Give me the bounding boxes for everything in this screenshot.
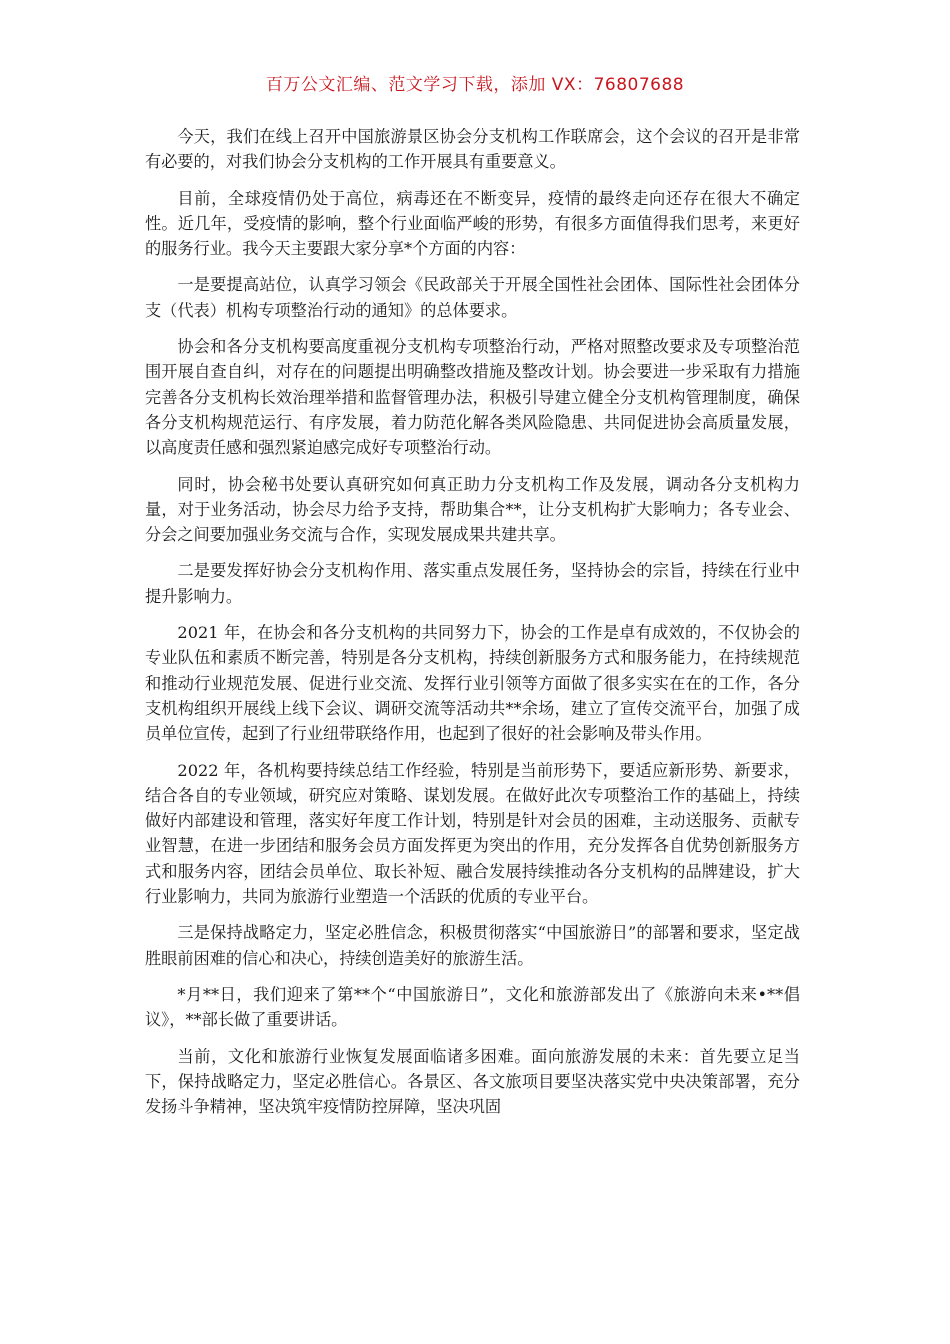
paragraph-11: 当前，文化和旅游行业恢复发展面临诸多困难。面向旅游发展的未来：首先要立足当下，保持战略定力，坚定必胜信心。各景区、各文旅项目要坚决落实党中央决策部署，充分发扬斗争精神，坚决筑牢疫情防控屏障，坚决巩固 [145, 1046, 800, 1117]
document-body [145, 124, 800, 1130]
paragraph-7: 2021 年，在协会和各分支机构的共同努力下，协会的工作是卓有成效的，不仅协会的专业队伍和素质不断完善，特别是各分支机构，持续创新服务方式和服务能力，在持续规范和推动行业规范发展、促进行业交流、发挥行业引领等方面做了很多实实在在的工作，各分支机构组织开展线上线下会议、调研交流等活动共**余场，建立了宣传交流平台，加强了成员单位宣传，起到了行业纽带联络作用，也起到了很好的社会影响及带头作用。 [145, 623, 800, 744]
paragraph-2: 目前，全球疫情仍处于高位，病毒还在不断变异，疫情的最终走向还存在很大不确定性。近几年，受疫情的影响，整个行业面临严峻的形势，有很多方面值得我们思考，来更好的服务行业。我今天主要跟大家分享*个方面的内容： [145, 188, 800, 259]
paragraph-3: 一是要提高站位，认真学习领会《民政部关于开展全国性社会团体、国际性社会团体分支（代表）机构专项整治行动的通知》的总体要求。 [145, 275, 800, 320]
paragraph-9: 三是保持战略定力，坚定必胜信念，积极贯彻落实“中国旅游日”的部署和要求，坚定战胜眼前困难的信心和决心，持续创造美好的旅游生活。 [145, 923, 800, 968]
paragraph-5: 同时，协会秘书处要认真研究如何真正助力分支机构工作及发展，调动各分支机构力量，对于业务活动，协会尽力给予支持，帮助集合**，让分支机构扩大影响力；各专业会、分会之间要加强业务交流与合作，实现发展成果共建共享。 [145, 474, 800, 545]
paragraph-1: 今天，我们在线上召开中国旅游景区协会分支机构工作联席会，这个会议的召开是非常有必要的，对我们协会分支机构的工作开展具有重要意义。 [145, 127, 800, 172]
paragraph-8: 2022 年，各机构要持续总结工作经验，特别是当前形势下，要适应新形势、新要求，结合各自的专业领域，研究应对策略、谋划发展。在做好此次专项整治工作的基础上，持续做好内部建设和管理，落实好年度工作计划，特别是针对会员的困难，主动送服务、贡献专业智慧，在进一步团结和服务会员方面发挥更为突出的作用，充分发挥各自优势创新服务方式和服务内容，团结会员单位、取长补短、融合发展持续推动各分支机构的品牌建设，扩大行业影响力，共同为旅游行业塑造一个活跃的优质的专业平台。 [145, 760, 800, 907]
download-banner: 百万公文汇编、范文学习下载，添加 VX：76807688 [265, 75, 685, 95]
paragraph-10: *月**日，我们迎来了第**个“中国旅游日”，文化和旅游部发出了《旅游向未来•**倡议》，**部长做了重要讲话。 [145, 984, 800, 1030]
paragraph-4: 协会和各分支机构要高度重视分支机构专项整治行动，严格对照整改要求及专项整治范围开展自查自纠，对存在的问题提出明确整改措施及整改计划。协会要进一步采取有力措施完善各分支机构长效治理举措和监督管理办法，积极引导建立健全分支机构管理制度，确保各分支机构规范运行、有序发展，着力防范化解各类风险隐患、共同促进协会高质量发展，以高度责任感和强烈紧迫感完成好专项整治行动。 [145, 337, 800, 458]
paragraph-6: 二是要发挥好协会分支机构作用、落实重点发展任务，坚持协会的宗旨，持续在行业中提升影响力。 [145, 561, 800, 606]
